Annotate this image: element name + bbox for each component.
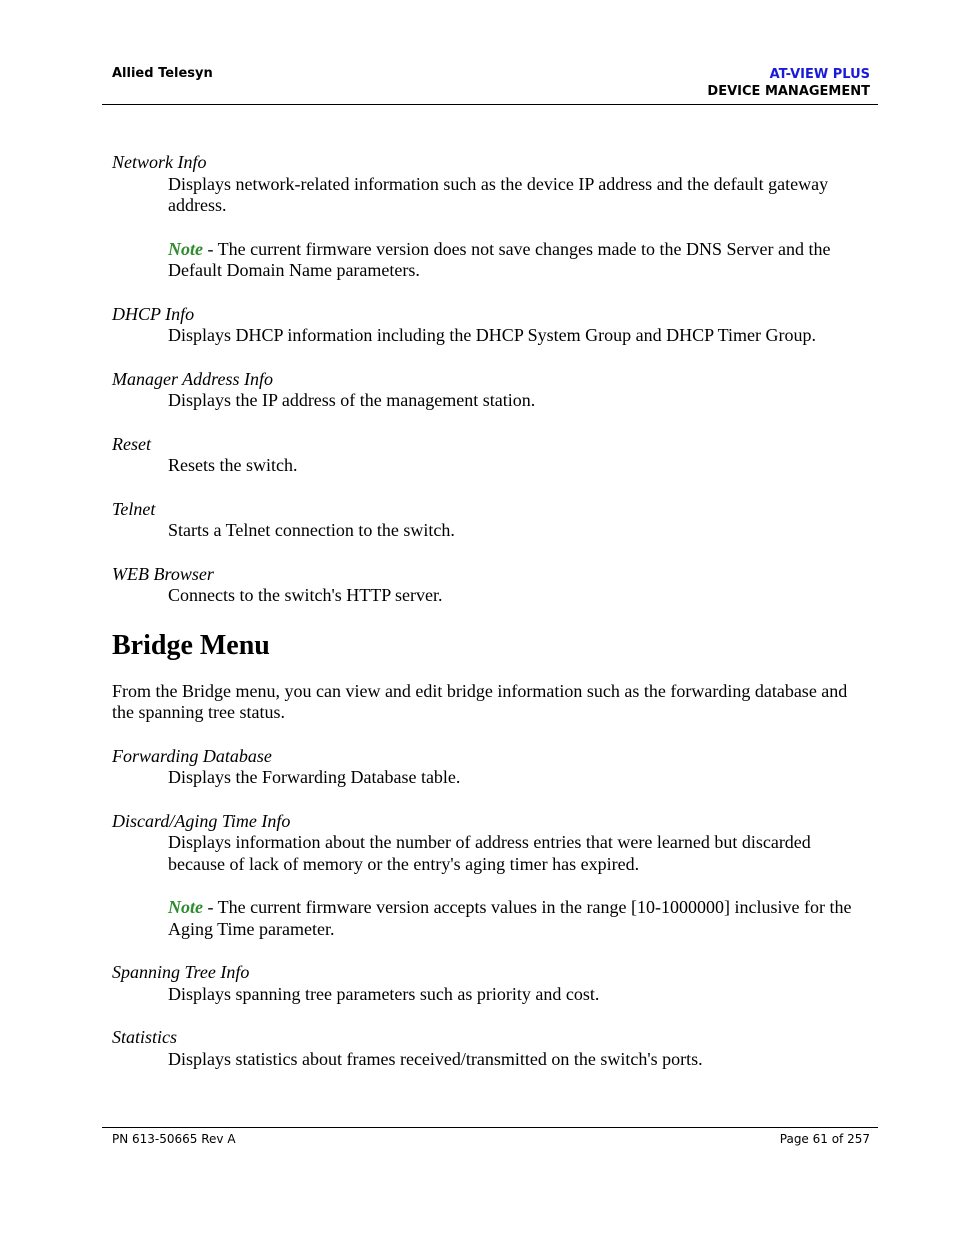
- footer-rule: [102, 1127, 878, 1128]
- desc-manager-address-info: Displays the IP address of the management station.: [168, 390, 536, 410]
- definition-item: [112, 564, 872, 607]
- footer-page-number: Page 61 of 257: [779, 1132, 870, 1146]
- definition-item: [112, 811, 872, 941]
- desc-spanning-tree-info: Displays spanning tree parameters such as priority and cost.: [168, 983, 600, 1004]
- header-right: [707, 66, 870, 100]
- bridge-intro: From the Bridge menu, you can view and edit bridge information such as the forwarding database and the spanning tree status.: [112, 680, 848, 722]
- note-aging-time: [168, 897, 872, 940]
- definition-item: [112, 434, 872, 477]
- desc-web-browser: Connects to the switch's HTTP server.: [168, 585, 443, 605]
- desc-forwarding-database: Displays the Forwarding Database table.: [168, 767, 461, 787]
- term-network-info: Network Info: [112, 152, 207, 172]
- desc-statistics: Displays statistics about frames received/transmitted on the switch's ports.: [168, 1048, 703, 1069]
- note-label: Note: [168, 238, 203, 259]
- note-network-info: [168, 239, 872, 282]
- definition-item: [112, 746, 872, 789]
- term-statistics: Statistics: [112, 1027, 178, 1047]
- desc-network-info: Displays network-related information such as the device IP address and the default gateway address.: [168, 173, 829, 215]
- header-product: AT-VIEW PLUS: [769, 67, 870, 82]
- definition-item: [112, 1027, 872, 1070]
- desc-dhcp-info: Displays DHCP information including the DHCP System Group and DHCP Timer Group.: [168, 325, 817, 345]
- desc-reset: Resets the switch.: [168, 455, 298, 475]
- definition-item: [112, 152, 872, 282]
- header-section: DEVICE MANAGEMENT: [707, 84, 870, 99]
- term-spanning-tree-info: Spanning Tree Info: [112, 962, 250, 982]
- desc-discard-aging-time-info: Displays information about the number of address entries that were learned but discarded because of lack of memory or the entry's aging timer has expired.: [168, 832, 811, 874]
- term-telnet: Telnet: [112, 498, 156, 519]
- term-manager-address-info: Manager Address Info: [112, 368, 273, 389]
- definition-item: [112, 304, 872, 347]
- term-forwarding-database: Forwarding Database: [112, 745, 272, 766]
- definition-item: [112, 499, 872, 542]
- definition-item: [112, 962, 872, 1005]
- footer-part-number: PN 613-50665 Rev A: [112, 1132, 236, 1146]
- header-rule: [102, 104, 878, 105]
- note-text: - The current firmware version does not save changes made to the DNS Server and the Default Domain Name parameters.: [168, 238, 831, 280]
- note-label: Note: [168, 897, 203, 917]
- section-heading-bridge-menu: Bridge Menu: [112, 629, 270, 661]
- note-text: - The current firmware version accepts values in the range [10-1000000] inclusive for the Aging Time parameter.: [168, 897, 852, 939]
- term-dhcp-info: DHCP Info: [112, 303, 195, 324]
- desc-telnet: Starts a Telnet connection to the switch.: [168, 520, 455, 540]
- page-body: [112, 152, 872, 1070]
- term-reset: Reset: [112, 433, 151, 454]
- header-company: Allied Telesyn: [112, 66, 213, 81]
- term-discard-aging-time-info: Discard/Aging Time Info: [112, 810, 291, 831]
- term-web-browser: WEB Browser: [112, 563, 214, 584]
- definition-item: [112, 369, 872, 412]
